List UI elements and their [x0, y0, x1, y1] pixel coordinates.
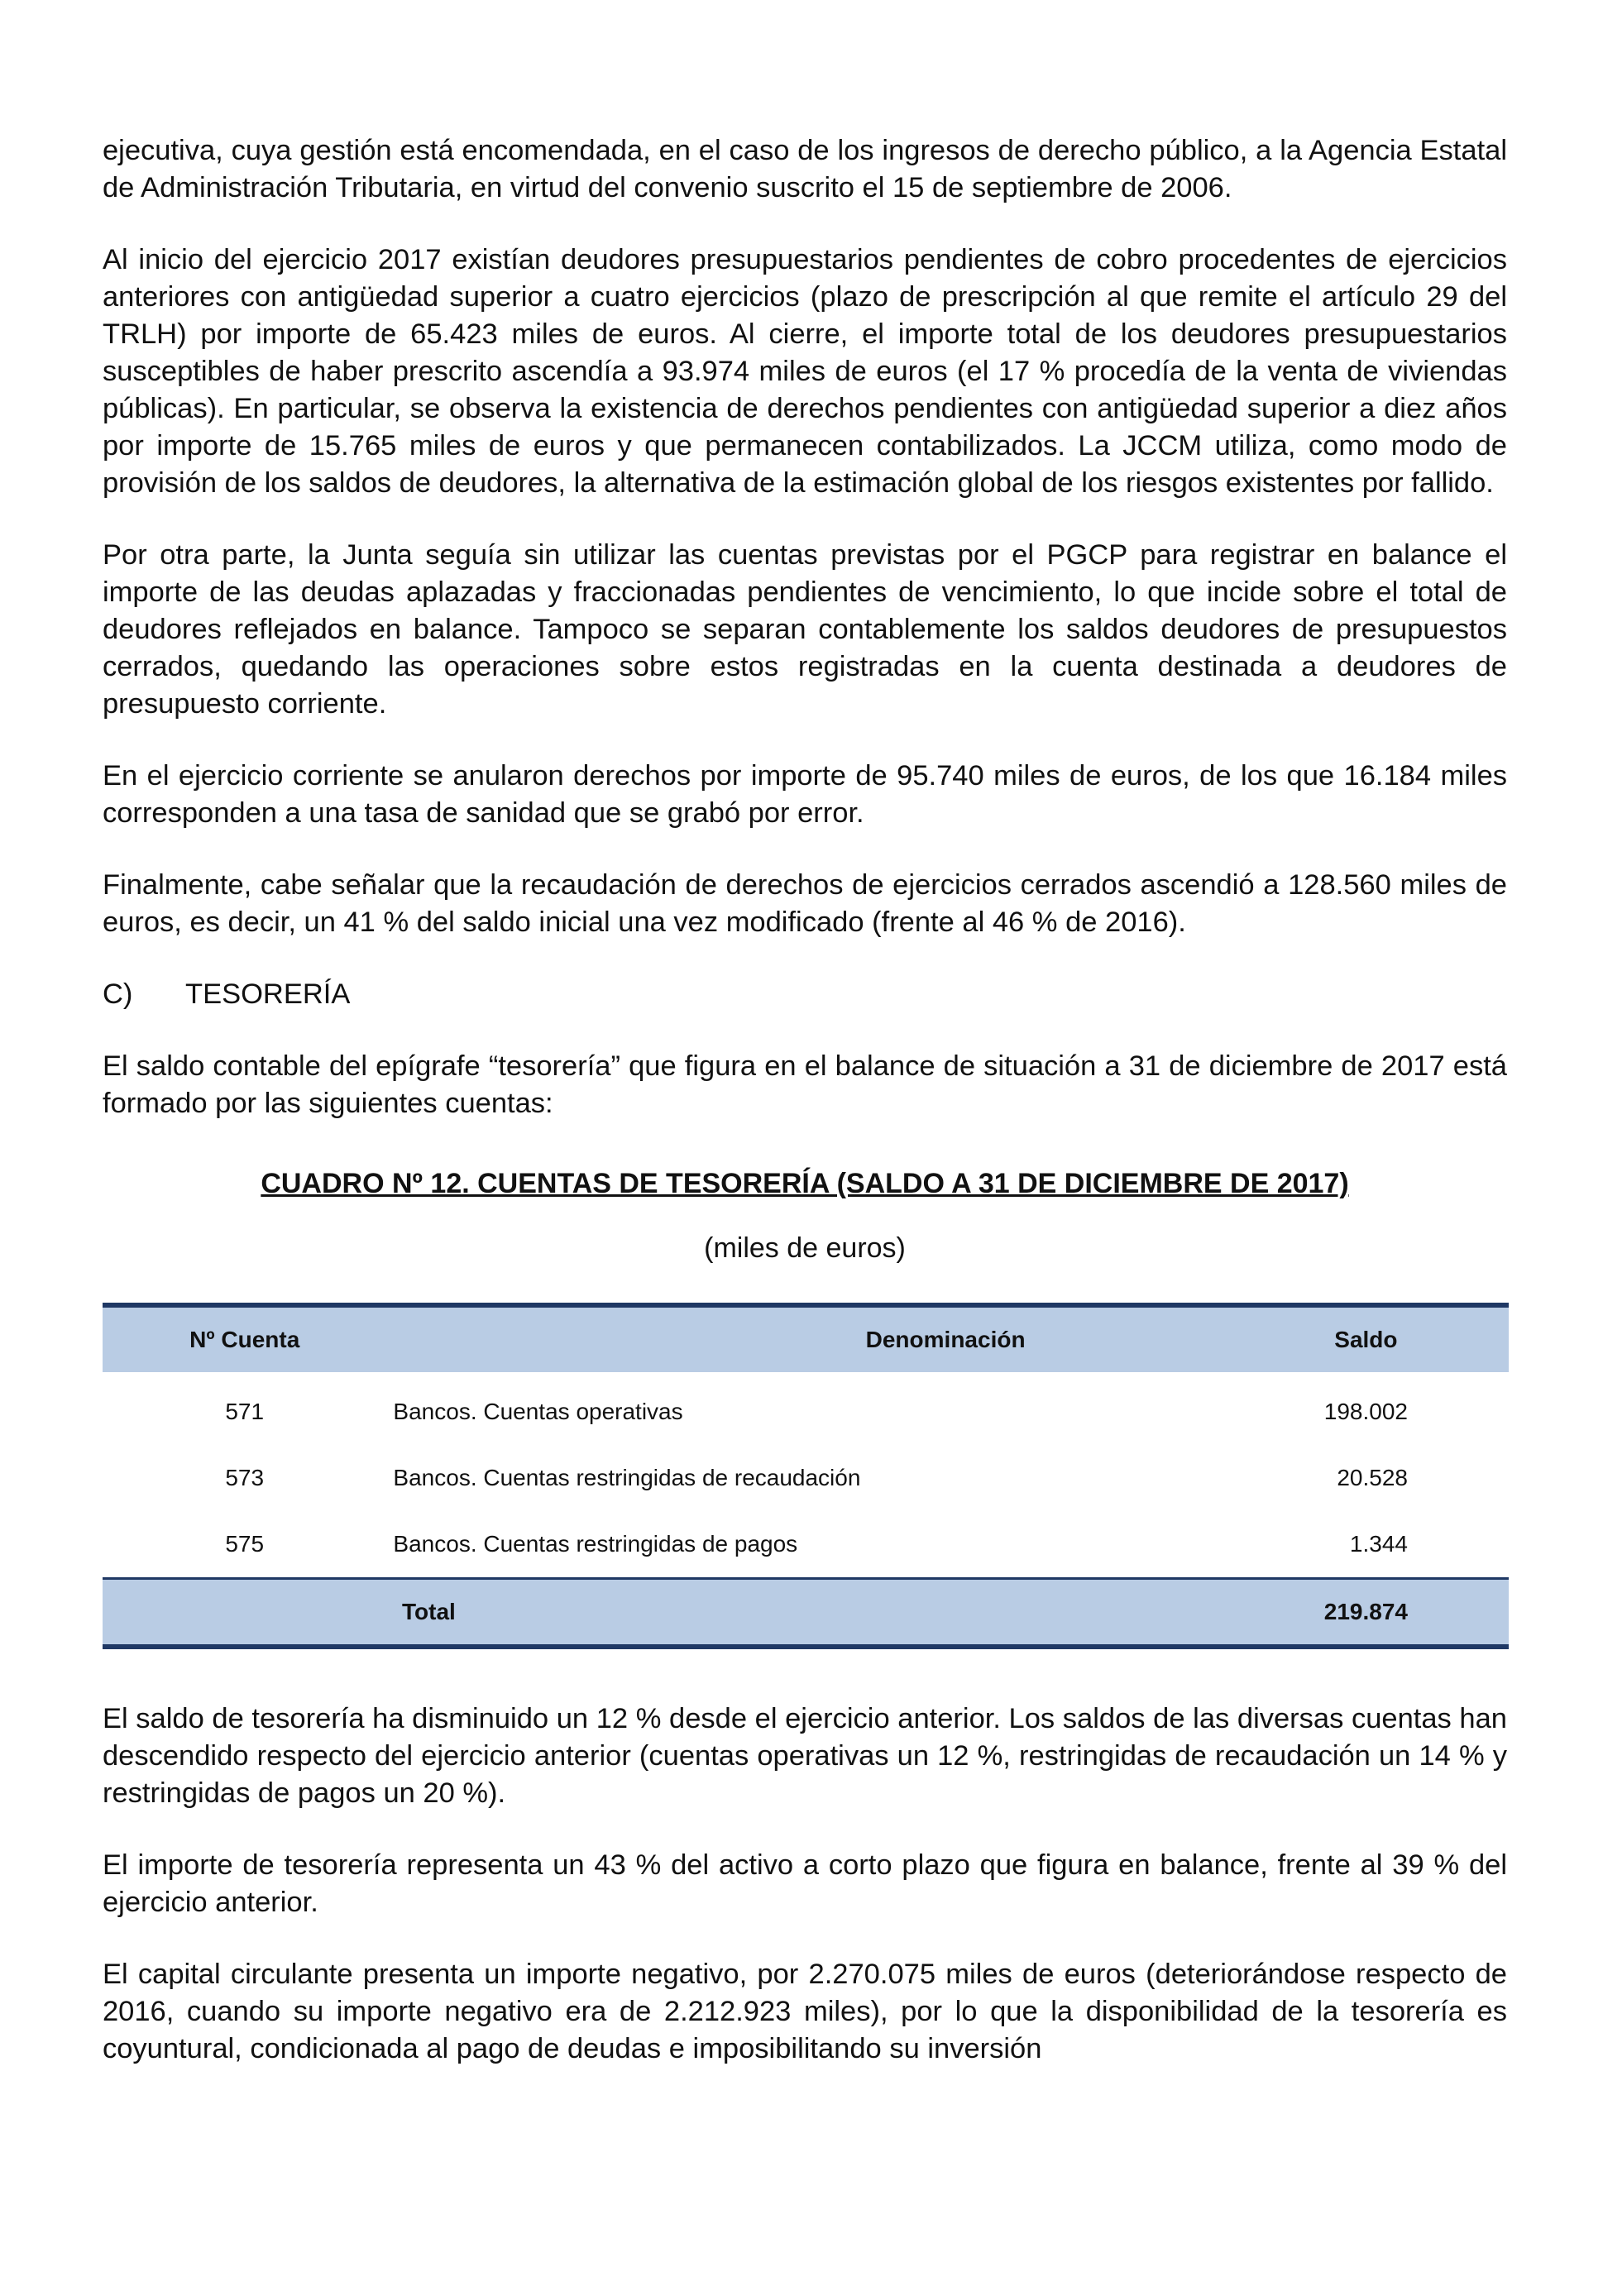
paragraph: El saldo de tesorería ha disminuido un 12 % desde el ejercicio anterior. Los saldos de las diversas cuentas han descendido respecto del ejercicio anterior (cuentas operativas un 12 %, restringidas de recaudación un 14 % y restringidas de pagos un 20 %).: [103, 1703, 1507, 1809]
paragraph: En el ejercicio corriente se anularon derechos por importe de 95.740 miles de euros, de los que 16.184 miles corresponden a una tasa de sanidad que se grabó por error.: [103, 760, 1507, 829]
section-letter: C): [103, 978, 133, 1010]
cell-account-number: 571: [225, 1399, 265, 1424]
table-row: [103, 1511, 1509, 1579]
document-body: [103, 132, 1507, 2102]
section-title: TESORERÍA: [185, 978, 351, 1010]
cell-balance: 1.344: [1349, 1531, 1408, 1557]
header-denomination: Denominación: [386, 1305, 1323, 1372]
cell-denomination: Bancos. Cuentas operativas: [393, 1399, 683, 1424]
cell-account-number: 575: [225, 1531, 265, 1557]
treasury-accounts-table: [103, 1303, 1509, 1649]
total-balance: 219.874: [1324, 1579, 1509, 1648]
paragraph: ejecutiva, cuya gestión está encomendada, en el caso de los ingresos de derecho público, a la Agencia Estatal de Administración Tributaria, en virtud del convenio suscrito el 15 de septiembre de 2006.: [103, 135, 1507, 203]
cell-balance: 20.528: [1337, 1465, 1408, 1490]
table-row: [103, 1372, 1509, 1445]
paragraph: El capital circulante presenta un importe negativo, por 2.270.075 miles de euros (deteriorándose respecto de 2016, cuando su importe negativo era de 2.212.923 miles), por lo que la disponibilidad de la tesorería es coyuntural, condicionada al pago de deudas e imposibilitando su inversión: [103, 1959, 1507, 2064]
paragraph: El importe de tesorería representa un 43 % del activo a corto plazo que figura en balance, frente al 39 % del ejercicio anterior.: [103, 1849, 1507, 1918]
paragraph: Finalmente, cabe señalar que la recaudación de derechos de ejercicios cerrados ascendió a 128.560 miles de euros, es decir, un 41 % del saldo inicial una vez modificado (frente al 46 % de 2016).: [103, 869, 1507, 938]
section-heading: [103, 976, 1507, 1013]
table-intro-paragraph: El saldo contable del epígrafe “tesorería” que figura en el balance de situación a 31 de diciembre de 2017 está formado por las siguientes cuentas:: [103, 1050, 1507, 1119]
paragraph: Por otra parte, la Junta seguía sin utilizar las cuentas previstas por el PGCP para registrar en balance el importe de las deudas aplazadas y fraccionadas pendientes de vencimiento, lo que incide sobre el total de deudores reflejados en balance. Tampoco se separan contablemente los saldos deudores de presupuestos cerrados, quedando las operaciones sobre estos registradas en la cuenta destinada a deudores de presupuesto corriente.: [103, 539, 1507, 720]
table-row: [103, 1445, 1509, 1511]
table-header-row: [103, 1305, 1509, 1372]
total-label: Total: [103, 1579, 1324, 1648]
table-units: (miles de euros): [704, 1232, 906, 1264]
cell-balance: 198.002: [1323, 1399, 1408, 1424]
cell-denomination: Bancos. Cuentas restringidas de pagos: [393, 1531, 798, 1557]
cell-denomination: Bancos. Cuentas restringidas de recaudación: [393, 1465, 861, 1490]
paragraph: Al inicio del ejercicio 2017 existían deudores presupuestarios pendientes de cobro procedentes de ejercicios anteriores con antigüedad superior a cuatro ejercicios (plazo de prescripción al que remite el artículo 29 del TRLH) por importe de 65.423 miles de euros. Al cierre, el importe total de los deudores presupuestarios susceptibles de haber prescrito ascendía a 93.974 miles de euros (el 17 % procedía de la venta de viviendas públicas). En particular, se observa la existencia de derechos pendientes con antigüedad superior a diez años por importe de 15.765 miles de euros y que permanecen contabilizados. La JCCM utiliza, como modo de provisión de los saldos de deudores, la alternativa de la estimación global de los riesgos existentes por fallido.: [103, 244, 1507, 499]
header-balance: Saldo: [1324, 1305, 1509, 1372]
header-account-number: Nº Cuenta: [103, 1305, 386, 1372]
cell-account-number: 573: [225, 1465, 265, 1490]
table-total-row: [103, 1579, 1509, 1648]
table-title: CUADRO Nº 12. CUENTAS DE TESORERÍA (SALDO A 31 DE DICIEMBRE DE 2017): [261, 1168, 1349, 1199]
